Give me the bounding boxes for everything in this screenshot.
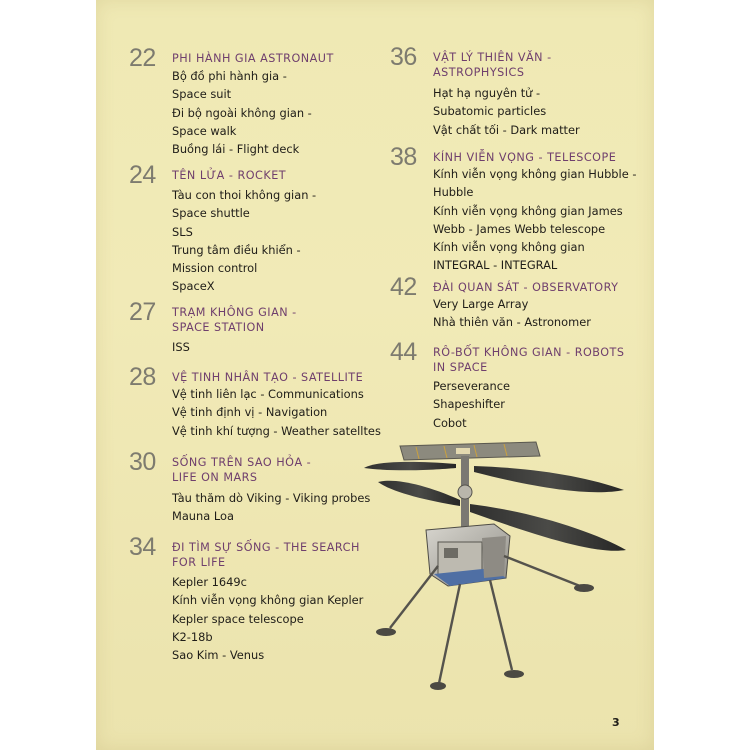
list-item: Vật chất tối - Dark matter xyxy=(433,122,580,137)
item-list xyxy=(172,68,312,159)
page-ref-number: 27 xyxy=(129,298,156,326)
section-title: ĐI TÌM SỰ SỐNG - THE SEARCH FOR LIFE xyxy=(172,541,360,569)
item-list xyxy=(172,187,316,297)
page-ref-number: 22 xyxy=(129,44,156,72)
section-title: VẬT LÝ THIÊN VĂN - ASTROPHYSICS xyxy=(433,51,552,79)
list-item: Vệ tinh định vị - Navigation xyxy=(172,405,328,420)
list-item: Kính viễn vọng không gian James xyxy=(433,203,623,218)
list-item: Subatomic particles xyxy=(433,104,547,119)
list-item: Mission control xyxy=(172,261,258,276)
list-item: Vệ tinh khí tượng - Weather satelltes xyxy=(172,423,381,438)
mars-helicopter-illustration xyxy=(364,438,626,690)
page-ref-number: 28 xyxy=(129,363,156,391)
item-list xyxy=(172,490,370,527)
section-title: ĐÀI QUAN SÁT - OBSERVATORY xyxy=(433,281,619,294)
upper-rotor-blade xyxy=(474,466,624,492)
item-list xyxy=(172,339,190,357)
item-list xyxy=(172,574,363,665)
page-ref-number: 30 xyxy=(129,448,156,476)
page-ref-number: 36 xyxy=(390,43,417,71)
list-item: Space suit xyxy=(172,87,232,102)
list-item: Kepler 1649c xyxy=(172,575,247,589)
section-title: TÊN LỬA - ROCKET xyxy=(172,169,287,182)
list-item: Kepler space telescope xyxy=(172,611,304,626)
list-item: Kính viễn vọng không gian Hubble - xyxy=(433,167,637,181)
item-list xyxy=(433,296,591,333)
list-item: Đi bộ ngoài không gian - xyxy=(172,105,312,120)
upper-rotor-blade xyxy=(364,462,456,470)
section-title: TRẠM KHÔNG GIAN - SPACE STATION xyxy=(172,306,297,334)
list-item: Cobot xyxy=(433,415,467,430)
list-item: Kính viễn vọng không gian Kepler xyxy=(172,593,364,608)
section-title: PHI HÀNH GIA ASTRONAUT xyxy=(172,52,334,65)
list-item: Space walk xyxy=(172,123,237,138)
list-item: Bộ đồ phi hành gia - xyxy=(172,69,287,83)
item-list xyxy=(172,386,381,441)
list-item: Buồng lái - Flight deck xyxy=(172,142,300,157)
helicopter-body xyxy=(426,524,510,586)
item-list xyxy=(433,85,580,140)
list-item: Hạt hạ nguyên tử - xyxy=(433,86,541,100)
item-list xyxy=(433,166,636,276)
list-item: Vệ tinh liên lạc - Communications xyxy=(172,387,364,401)
list-item: K2-18b xyxy=(172,629,213,644)
list-item: Sao Kim - Venus xyxy=(172,648,265,663)
list-item: Space shuttle xyxy=(172,206,250,221)
section-title: KÍNH VIỄN VỌNG - TELESCOPE xyxy=(433,151,617,164)
book-page xyxy=(96,0,654,750)
page-ref-number: 24 xyxy=(129,161,156,189)
list-item: Nhà thiên văn - Astronomer xyxy=(433,315,591,330)
list-item: SpaceX xyxy=(172,279,215,294)
item-list xyxy=(433,378,510,433)
list-item: Kính viễn vọng không gian xyxy=(433,240,585,255)
lower-rotor-blade xyxy=(378,481,460,506)
list-item: Trung tâm điều khiển - xyxy=(172,242,301,257)
list-item: Hubble xyxy=(433,185,474,200)
page-ref-number: 34 xyxy=(129,533,156,561)
page-ref-number: 38 xyxy=(390,143,417,171)
page-number: 3 xyxy=(612,716,620,729)
solar-panel xyxy=(400,442,540,460)
list-item: Webb - James Webb telescope xyxy=(433,221,606,236)
section-title: RÔ-BỐT KHÔNG GIAN - ROBOTS IN SPACE xyxy=(433,346,625,374)
section-title: VỆ TINH NHÂN TẠO - SATELLITE xyxy=(172,371,364,384)
list-item: Shapeshifter xyxy=(433,397,505,412)
list-item: Perseverance xyxy=(433,379,510,393)
list-item: ISS xyxy=(172,340,190,354)
page-ref-number: 44 xyxy=(390,338,417,366)
list-item: SLS xyxy=(172,224,193,239)
list-item: Tàu con thoi không gian - xyxy=(172,188,317,202)
section-title: SỐNG TRÊN SAO HỎA - LIFE ON MARS xyxy=(172,456,312,484)
list-item: Mauna Loa xyxy=(172,509,234,524)
page-ref-number: 42 xyxy=(390,273,417,301)
list-item: Very Large Array xyxy=(433,297,529,311)
list-item: INTEGRAL - INTEGRAL xyxy=(433,258,558,273)
list-item: Tàu thăm dò Viking - Viking probes xyxy=(172,491,371,505)
